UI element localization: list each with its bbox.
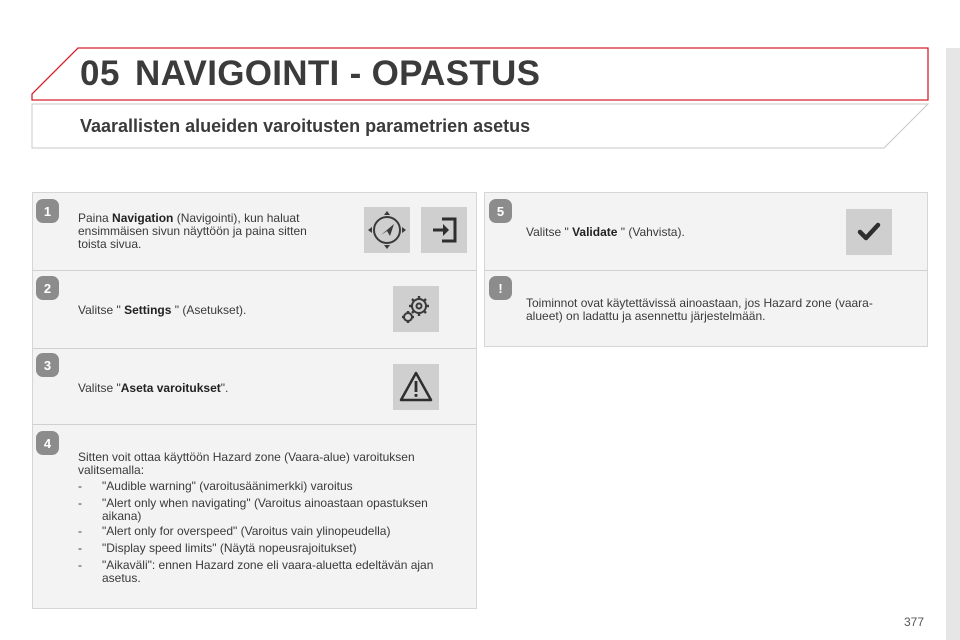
bullet-line1: "Alert only when navigating" (Varoitus ainoastaan opastuksen [102,496,428,510]
bullet-dash: - [78,479,82,493]
divider [485,270,927,271]
bullet-text [102,497,428,523]
step-1-line3: toista sivua. [78,237,142,251]
warning-note-text [526,297,916,323]
list-item [78,559,473,585]
step-badge-3: 3 [36,353,59,377]
note-line1: Toiminnot ovat käytettävissä ainoastaan, jos Hazard zone (vaara- [526,296,873,310]
checkmark-icon [846,209,892,255]
chapter-title: NAVIGOINTI - OPASTUS [135,54,541,93]
section-subtitle: Vaarallisten alueiden varoitusten parametrien asetus [80,116,531,136]
step-1-bold: Navigation [112,211,174,225]
step-1-pre: Paina [78,211,113,225]
step-3-text [78,382,358,395]
divider [33,270,476,271]
step-2-text [78,304,358,317]
step-5-pre: Valitse " [526,225,573,239]
step-5-bold: Validate [572,225,618,239]
list-item [78,480,473,493]
step-1-line2: ensimmäisen sivun näyttöön ja paina sitten [78,224,307,238]
list-item [78,497,473,523]
step-1-text [78,212,358,251]
next-page-icon [421,207,467,253]
bullet-text: "Alert only for overspeed" (Varoitus vain ylinopeudella) [102,524,391,538]
warning-note-badge: ! [489,276,512,300]
step-badge-4: 4 [36,431,59,455]
list-item [78,525,473,538]
step-5-post: " (Vahvista). [617,225,685,239]
divider [33,348,476,349]
step-3-post: ". [220,381,229,395]
step-badge-2: 2 [36,276,59,300]
bullet-line2: asetus. [102,571,141,585]
navigation-joystick-icon [364,207,410,253]
bullet-line1: "Aikaväli": ennen Hazard zone eli vaara-aluetta edeltävän ajan [102,558,434,572]
step-2-pre: Valitse " [78,303,125,317]
chapter-number: 05 [80,54,120,93]
step-5-text [526,226,826,239]
step-4-intro [78,451,468,477]
bullet-dash: - [78,541,82,555]
step-2-bold: Settings [124,303,172,317]
bullet-dash: - [78,558,82,572]
step-badge-5: 5 [489,199,512,223]
settings-gears-icon [393,286,439,332]
step-3-bold: Aseta varoitukset [120,381,221,395]
divider [33,424,476,425]
step-4-intro-line2: valitsemalla: [78,463,145,477]
step-2-post: " (Asetukset). [171,303,247,317]
step-badge-1: 1 [36,199,59,223]
step-1-post: (Navigointi), kun haluat [173,211,300,225]
warning-triangle-icon [393,364,439,410]
bullet-dash: - [78,524,82,538]
bullet-dash: - [78,496,82,510]
bullet-line2: aikana) [102,509,142,523]
note-line2: alueet) on ladattu ja asennettu järjestelmään. [526,309,766,323]
bullet-text [102,559,433,585]
step-4-intro-line1: Sitten voit ottaa käyttöön Hazard zone (Vaara-alue) varoituksen [78,450,415,464]
list-item [78,542,473,555]
step-3-pre: Valitse " [78,381,121,395]
bullet-text: "Display speed limits" (Näytä nopeusrajoitukset) [102,541,357,555]
bullet-text: "Audible warning" (varoitusäänimerkki) varoitus [102,479,353,493]
page-number: 377 [904,615,925,629]
